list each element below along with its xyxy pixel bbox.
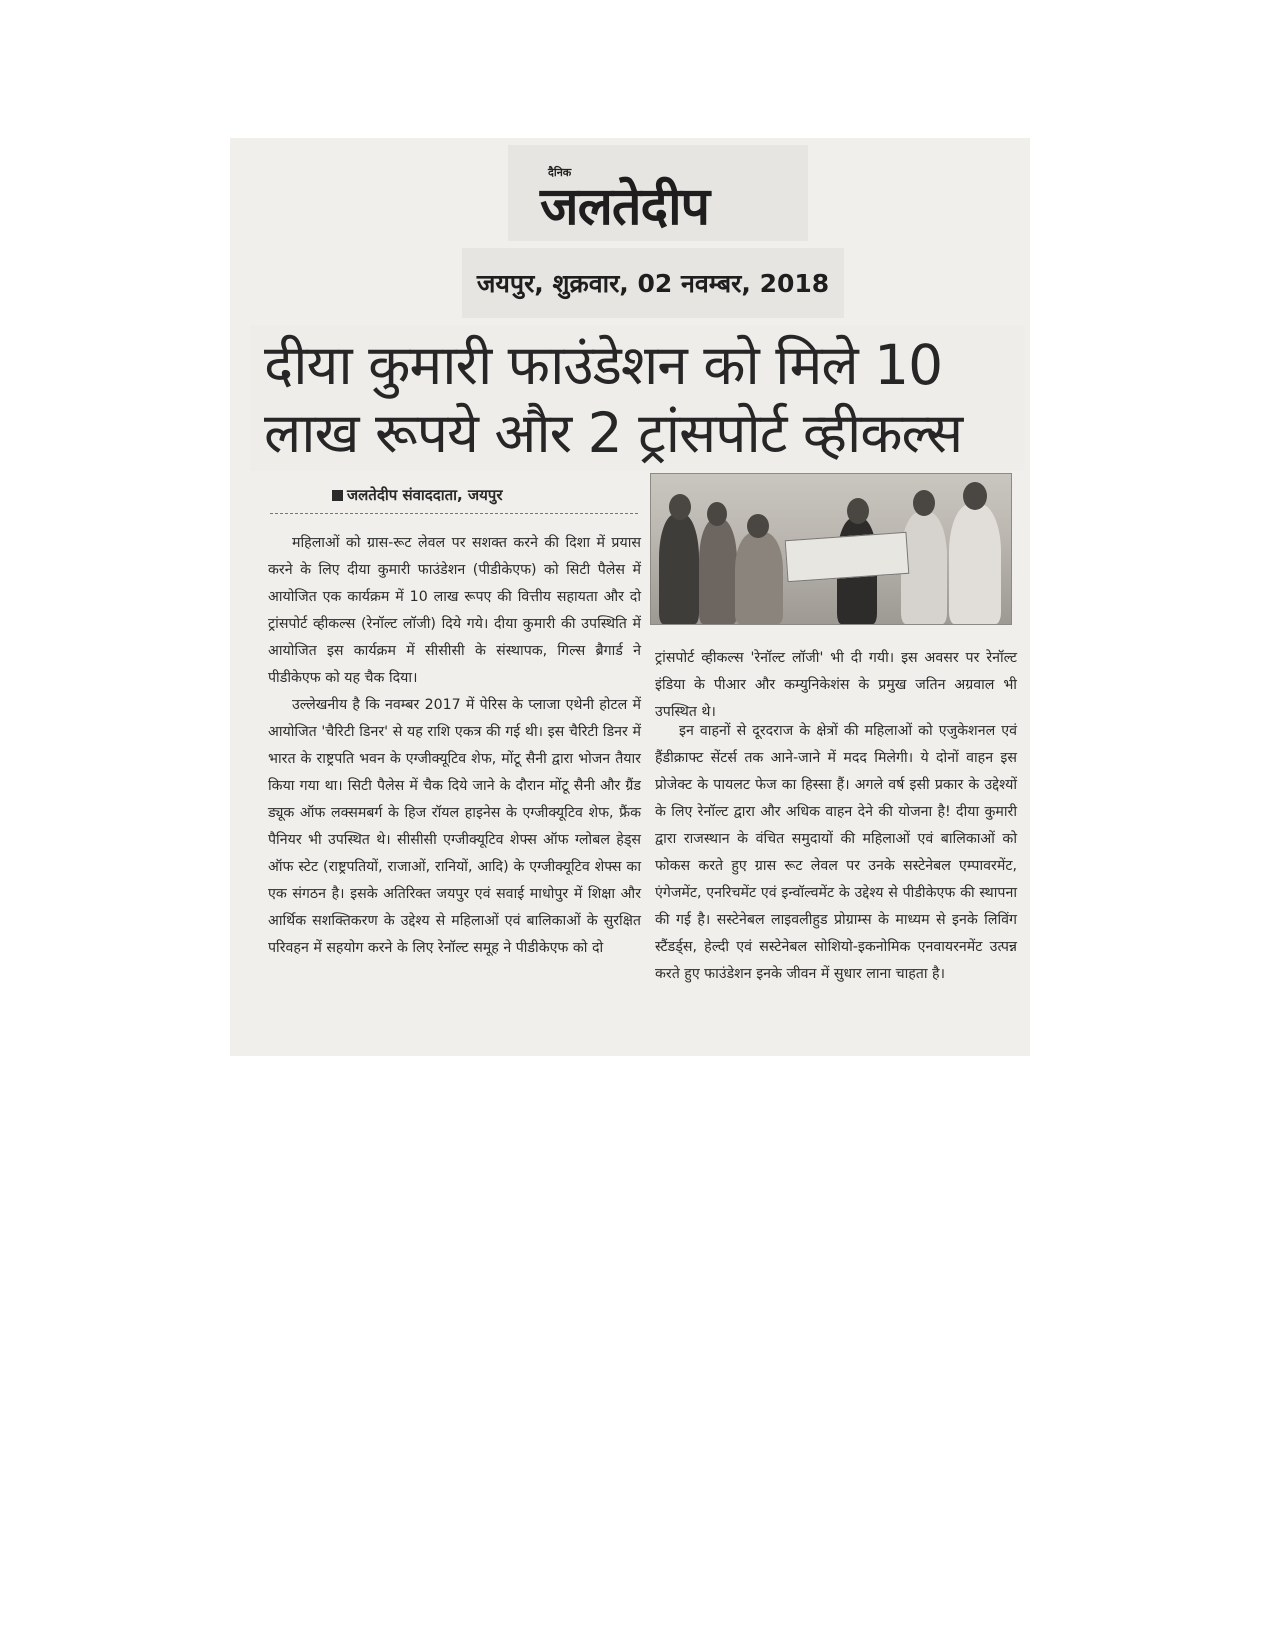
photo-head [847,498,869,524]
photo-person [949,504,1001,624]
dateline [462,248,844,318]
article-column-right-top [655,645,1017,726]
article-paragraph: महिलाओं को ग्रास-रूट लेवल पर सशक्त करने की दिशा में प्रयास करने के लिए दीया कुमारी फाउंडेशन (पीडीकेएफ) को सिटी पैलेस में आयोजित एक कार्यक्रम में 10 लाख रूपए की वित्तीय सहायता और दो ट्रांसपोर्ट व्हीकल्स (रेनॉल्ट लॉजी) दिये गये। दीया कुमारी की उपस्थिति में आयोजित इस कार्यक्रम में सीसीसी के संस्थापक, गिल्स ब्रैगार्ड ने पीडीकेएफ को यह चैक दिया। [268,535,641,686]
photo-head [913,490,935,516]
byline [332,485,502,505]
headline-line-1: दीया कुमारी फाउंडेशन को मिले 10 [264,333,943,397]
news-photo [650,473,1012,625]
article-paragraph: उल्लेखनीय है कि नवम्बर 2017 में पेरिस के प्लाजा एथेनी होटल में आयोजित 'चैरिटी डिनर' से यह राशि एकत्र की गई थी। इस चैरिटी डिनर में भारत के राष्ट्रपति भवन के एग्जीक्यूटिव शेफ, मोंटू सैनी द्वारा भोजन तैयार किया गया था। सिटी पैलेस में चैक दिये जाने के दौरान मोंटू सैनी और ग्रैंड ड्यूक ऑफ लक्समबर्ग के हिज रॉयल हाइनेस के एग्जीक्यूटिव शेफ, फ्रैंक पैनियर भी उपस्थित थे। सीसीसी एग्जीक्यूटिव शेफ्स ऑफ ग्लोबल हेड्स ऑफ स्टेट (राष्ट्रपतियों, राजाओं, रानियों, आदि) के एग्जीक्यूटिव शेफ्स का एक संगठन है। इसके अतिरिक्त जयपुर एवं सवाई माधोपुर में शिक्षा और आर्थिक सशक्तिकरण के उद्देश्य से महिलाओं एवं बालिकाओं के सुरक्षित परिवहन में सहयोग करने के लिए रेनॉल्ट समूह ने पीडीकेएफ को दो [268,697,641,956]
article-paragraph: ट्रांसपोर्ट व्हीकल्स 'रेनॉल्ट लॉजी' भी दी गयी। इस अवसर पर रेनॉल्ट इंडिया के पीआर और कम्युनिकेशंस के प्रमुख जतिन अग्रवाल भी उपस्थित थे। [655,650,1017,720]
photo-head [963,482,987,510]
headline-line-2: लाख रूपये और 2 ट्रांसपोर्ट व्हीकल्स [264,401,963,465]
article-column-right [655,718,1017,988]
masthead-small-label: दैनिक [548,166,572,179]
photo-person [699,519,737,624]
photo-head [669,494,691,520]
masthead-title: जलतेदीप [540,177,710,237]
byline-divider [270,513,638,514]
byline-square-icon [332,490,343,501]
photo-head [707,502,727,526]
cheque-prop [785,532,910,582]
photo-head [747,514,769,538]
article-column-left [268,530,641,962]
headline [250,325,1025,471]
dateline-text: जयपुर, शुक्रवार, 02 नवम्बर, 2018 [476,269,830,298]
photo-person [659,514,699,624]
article-paragraph: इन वाहनों से दूरदराज के क्षेत्रों की महिलाओं को एजुकेशनल एवं हैंडीक्राफ्ट सेंटर्स तक आने-जाने में मदद मिलेगी। ये दोनों वाहन इस प्रोजेक्ट के पायलट फेज का हिस्सा हैं। अगले वर्ष इसी प्रकार के उद्देश्यों के लिए रेनॉल्ट द्वारा और अधिक वाहन देने की योजना है! दीया कुमारी द्वारा राजस्थान के वंचित समुदायों की महिलाओं एवं बालिकाओं को फोकस करते हुए ग्रास रूट लेवल पर उनके सस्टेनेबल एम्पावरमेंट, एंगेजमेंट, एनरिचमेंट एवं इन्वॉल्वमेंट के उद्देश्य से पीडीकेएफ की स्थापना की गई है। सस्टेनेबल लाइवलीहुड प्रोग्राम्स के माध्यम से इनके लिविंग स्टैंडर्ड्स, हेल्दी एवं सस्टेनेबल सोशियो-इकनोमिक एनवायरनमेंट उत्पन्न करते हुए फाउंडेशन इनके जीवन में सुधार लाना चाहता है। [655,723,1017,982]
byline-text: जलतेदीप संवाददाता, जयपुर [347,486,503,504]
masthead [508,145,808,241]
photo-person [735,532,783,624]
